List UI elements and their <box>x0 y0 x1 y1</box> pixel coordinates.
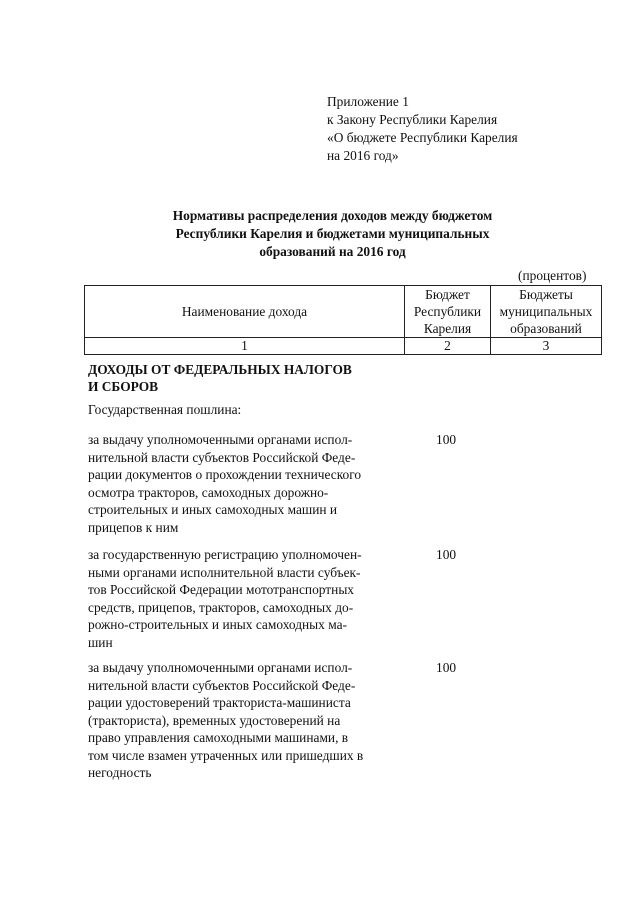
republic-value: 100 <box>436 660 457 675</box>
document-title <box>90 207 575 261</box>
title-line: образований на 2016 год <box>259 244 406 259</box>
appendix-line: «О бюджете Республики Карелия <box>327 130 518 145</box>
title-line: Нормативы распределения доходов между бюджетом <box>172 208 493 223</box>
republic-value: 100 <box>436 547 457 562</box>
column-number: 1 <box>85 338 405 355</box>
header-budget-municipal: Бюджеты муниципальных образований <box>491 286 602 338</box>
subheader-state-duty: Государственная пошлина: <box>88 402 242 417</box>
title-line: Республики Карелия и бюджетами муниципальных <box>175 226 490 241</box>
header-income-name: Наименование дохода <box>85 286 405 338</box>
income-item: за выдачу уполномоченными органами испол- нительной власти субъектов Российской Феде- рации документов о прохождении технического осмотра тракторов, самоходных дорожно- строительных и иных самоходных машин и прицепов к ним <box>88 432 362 535</box>
appendix-line: к Закону Республики Карелия <box>327 112 498 127</box>
appendix-line: Приложение 1 <box>327 94 409 109</box>
header-budget-republic: Бюджет Республики Карелия <box>405 286 491 338</box>
distribution-table-header <box>84 285 602 355</box>
column-number: 3 <box>491 338 602 355</box>
column-number: 2 <box>405 338 491 355</box>
appendix-reference <box>327 93 627 165</box>
income-item: за выдачу уполномоченными органами испол- нительной власти субъектов Российской Феде- рации удостоверений тракториста-машиниста (тракториста), временных удостоверений на право управления самоходными машинами, в том числе взамен утраченных или пришедших в негодность <box>88 660 364 780</box>
appendix-line: на 2016 год» <box>327 148 399 163</box>
income-item: за государственную регистрацию уполномочен- ными органами исполнительной власти субъек- тов Российской Федерации мототранспортных средств, прицепов, тракторов, самоходных до- рожно-строительных и иных самоходных ма- шин <box>88 547 362 650</box>
units-note: (процентов) <box>518 268 587 283</box>
section-heading: ДОХОДЫ ОТ ФЕДЕРАЛЬНЫХ НАЛОГОВ И СБОРОВ <box>88 362 352 394</box>
republic-value: 100 <box>436 432 457 447</box>
